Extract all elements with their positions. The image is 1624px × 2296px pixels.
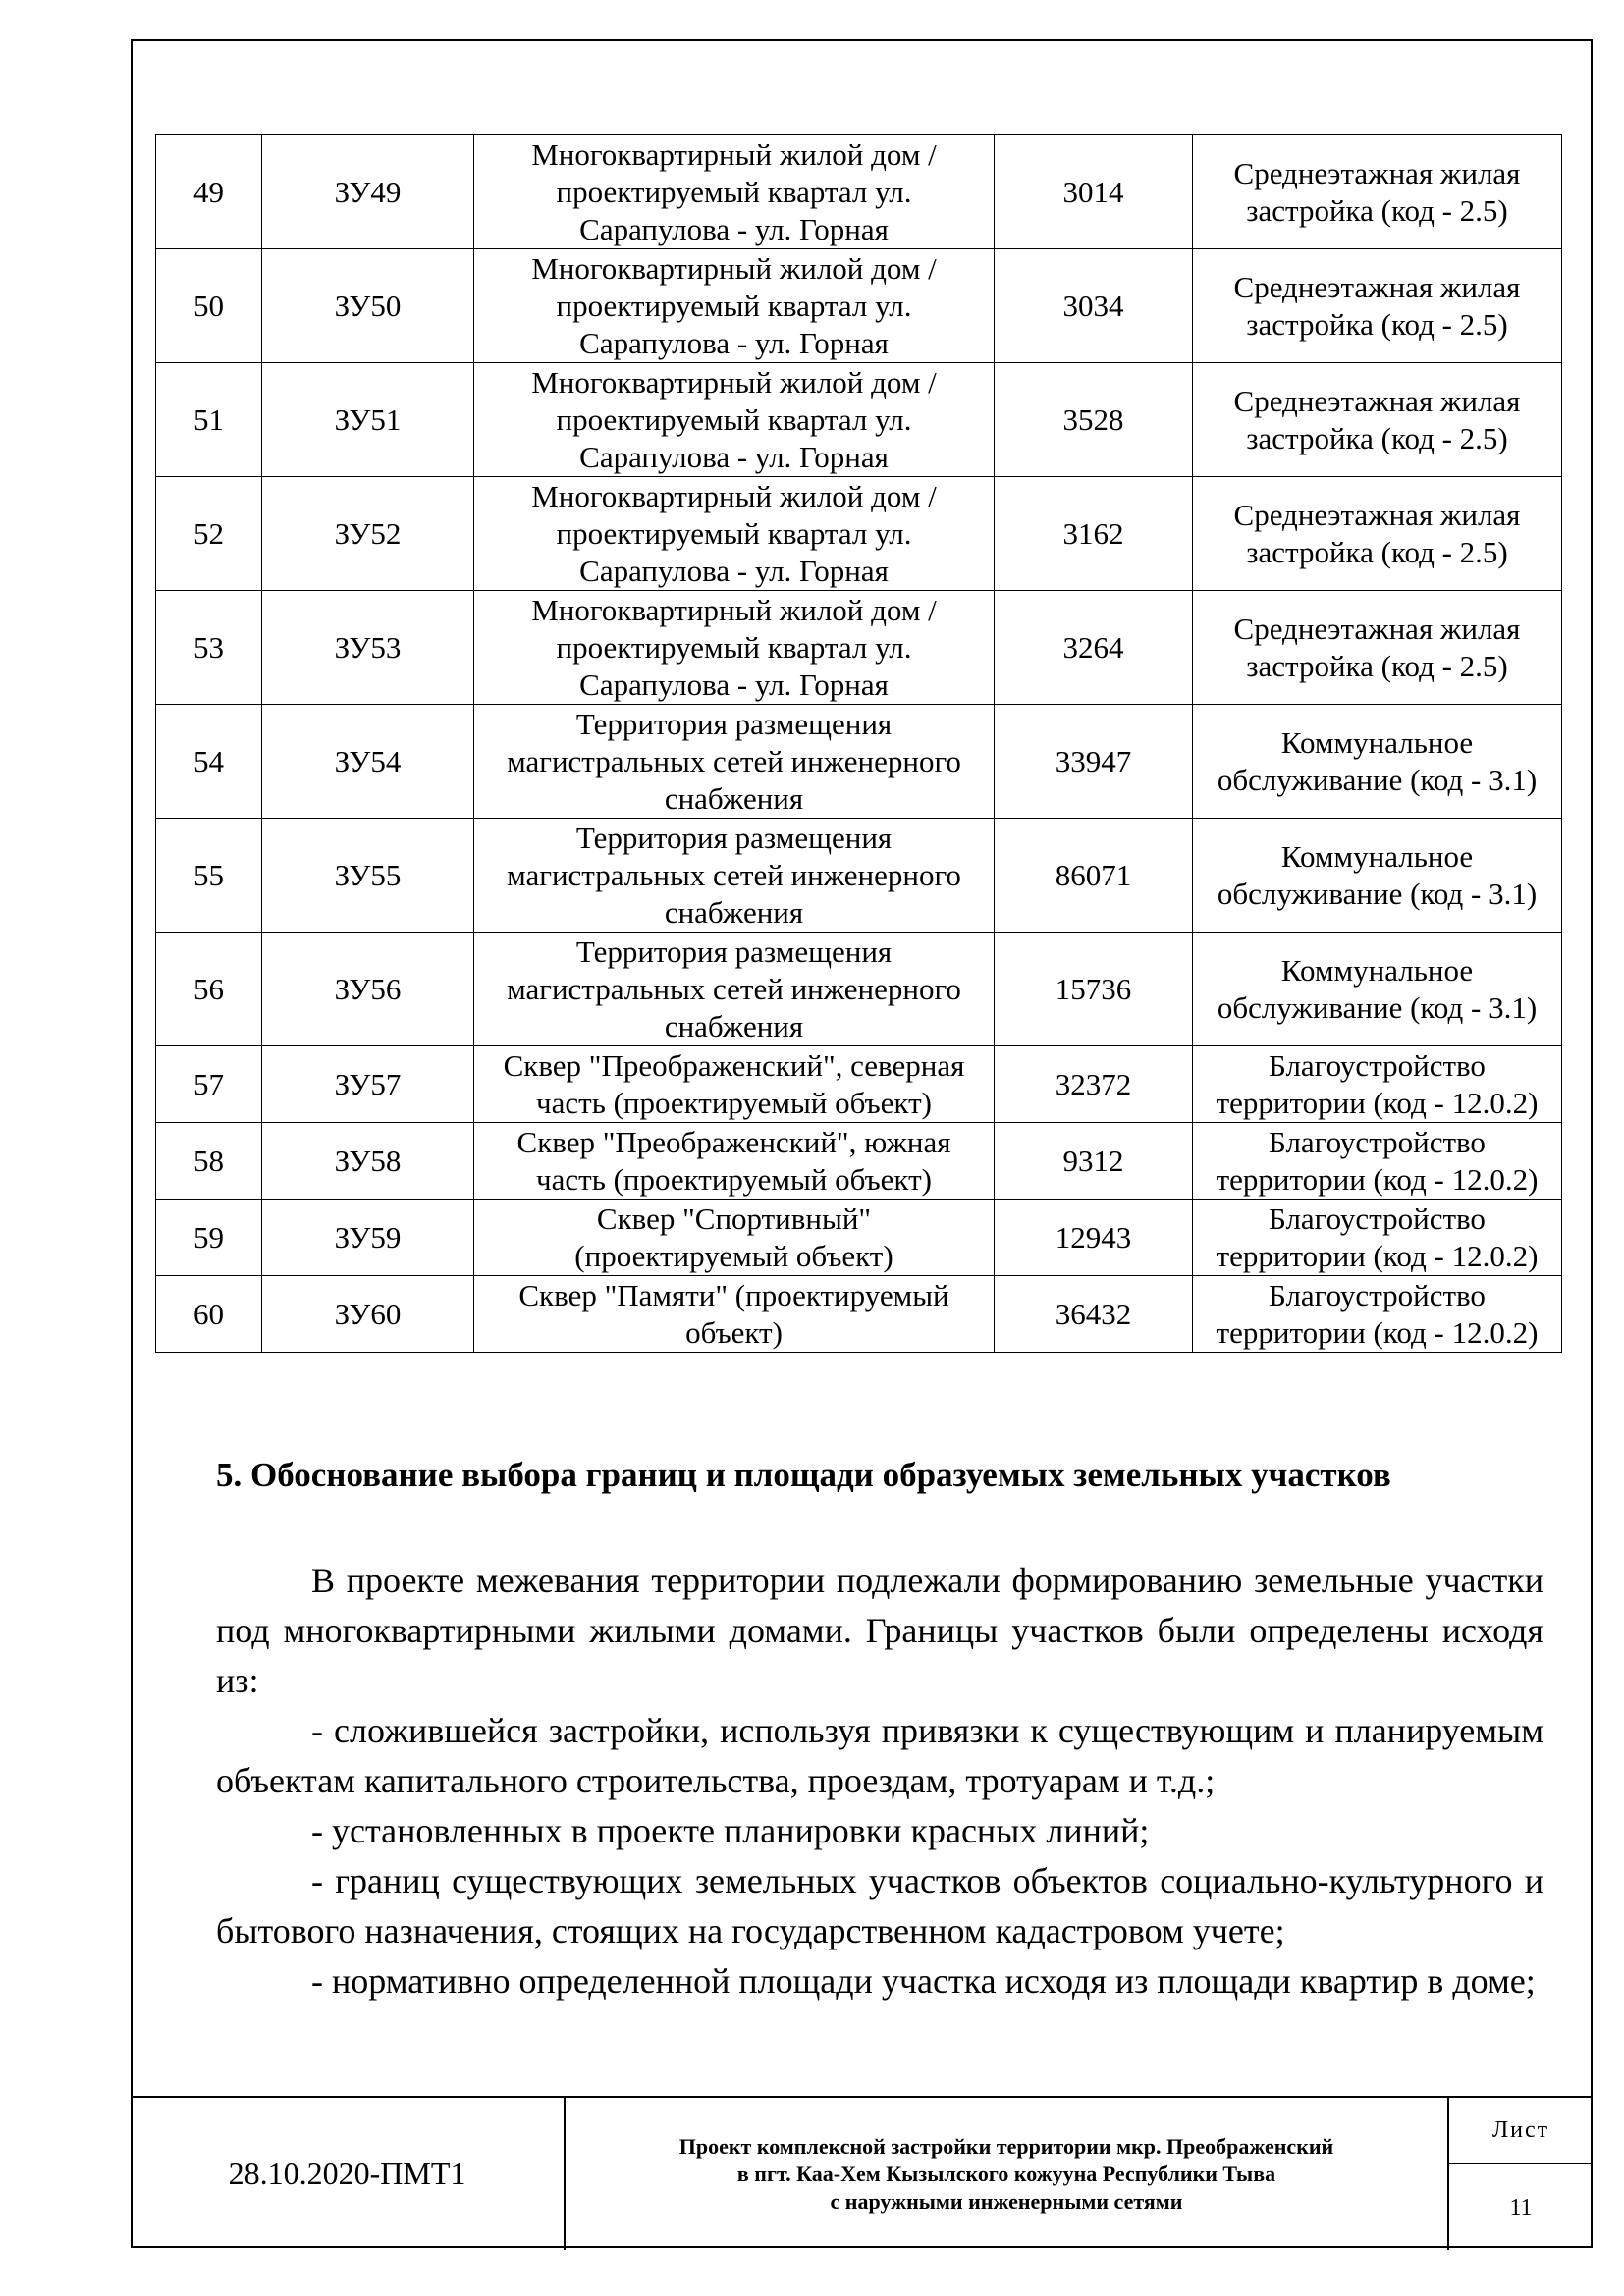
object-name-cell-line: Территория размещения: [575, 934, 893, 969]
permitted-use-cell-line: Среднеэтажная жилая: [1233, 611, 1521, 646]
object-name-cell-line: Сквер "Преображенский", южная: [516, 1124, 951, 1159]
object-name-cell-line: Сквер "Спортивный": [596, 1201, 872, 1236]
permitted-use-cell: [1193, 135, 1562, 249]
object-name-cell-line: магистральных сетей инженерного: [507, 971, 961, 1006]
object-name-cell-line: Сарапулова - ул. Горная: [579, 553, 889, 588]
object-name-cell-line: (проектируемый объект): [574, 1238, 893, 1273]
object-name-cell-line: Многоквартирный жилой дом /: [531, 478, 937, 513]
plot-code-cell: ЗУ55: [262, 819, 474, 933]
permitted-use-cell-line: Благоустройство: [1269, 1047, 1486, 1083]
table-row: [156, 705, 1562, 819]
object-name-cell: [474, 705, 995, 819]
object-name-cell-line: часть (проектируемый объект): [536, 1085, 932, 1120]
permitted-use-cell: [1193, 1046, 1562, 1123]
permitted-use-cell: [1193, 705, 1562, 819]
permitted-use-cell-line: застройка (код - 2.5): [1246, 648, 1508, 683]
table-row: [156, 1123, 1562, 1200]
plot-code-cell: ЗУ59: [262, 1200, 474, 1276]
area-cell: 3528: [995, 363, 1193, 477]
permitted-use-cell: [1193, 1276, 1562, 1353]
object-name-cell: [474, 1046, 995, 1123]
permitted-use-cell-line: застройка (код - 2.5): [1246, 192, 1508, 228]
permitted-use-cell-line: обслуживание (код - 3.1): [1217, 989, 1538, 1025]
document-code: 28.10.2020-ПМТ1: [131, 2098, 566, 2250]
paragraph: - нормативно определенной площади участка исходя из площади квартир в доме;: [311, 1961, 1536, 2001]
object-name-cell-line: Сквер "Памяти" (проектируемый: [518, 1277, 949, 1312]
permitted-use-cell-line: Благоустройство: [1269, 1201, 1486, 1236]
area-cell: 3014: [995, 135, 1193, 249]
object-name-cell: [474, 1123, 995, 1200]
table-row: [156, 819, 1562, 933]
plot-code-cell: ЗУ51: [262, 363, 474, 477]
object-name-cell-line: снабжения: [664, 894, 804, 930]
object-name-cell-line: магистральных сетей инженерного: [507, 743, 961, 778]
paragraph: - установленных в проекте планировки красных линий;: [311, 1811, 1150, 1850]
row-number-cell: 50: [156, 249, 262, 363]
object-name-cell-line: проектируемый квартал ул.: [556, 401, 912, 437]
plot-code-cell: ЗУ57: [262, 1046, 474, 1123]
table-row: [156, 1046, 1562, 1123]
row-number-cell: 52: [156, 477, 262, 591]
row-number-cell: 60: [156, 1276, 262, 1353]
object-name-cell: [474, 591, 995, 705]
table-row: [156, 591, 1562, 705]
object-name-cell-line: Многоквартирный жилой дом /: [531, 250, 937, 286]
object-name-cell-line: Сарапулова - ул. Горная: [579, 325, 889, 360]
row-number-cell: 59: [156, 1200, 262, 1276]
object-name-cell-line: Территория размещения: [575, 706, 893, 741]
area-cell: 12943: [995, 1200, 1193, 1276]
object-name-cell-line: Сарапулова - ул. Горная: [579, 211, 889, 246]
permitted-use-cell-line: территории (код - 12.0.2): [1216, 1161, 1539, 1197]
object-name-cell-line: Сарапулова - ул. Горная: [579, 667, 889, 702]
object-name-cell-line: Многоквартирный жилой дом /: [531, 364, 937, 400]
plot-code-cell: ЗУ50: [262, 249, 474, 363]
permitted-use-cell-line: застройка (код - 2.5): [1246, 534, 1508, 569]
section-heading: 5. Обоснование выбора границ и площади образуемых земельных участков: [216, 1456, 1391, 1494]
permitted-use-cell: [1193, 591, 1562, 705]
area-cell: 33947: [995, 705, 1193, 819]
project-title-line: Проект комплексной застройки территории мкр. Преображенский: [678, 2133, 1334, 2159]
permitted-use-cell-line: застройка (код - 2.5): [1246, 306, 1508, 342]
object-name-cell-line: часть (проектируемый объект): [536, 1161, 932, 1197]
object-name-cell: [474, 477, 995, 591]
object-name-cell: [474, 1276, 995, 1353]
object-name-cell-line: Территория размещения: [575, 820, 893, 855]
paragraph: - границ существующих земельных участков объектов социально-культурного и бытового назначения, стоящих на государственном кадастровом учете;: [216, 1861, 1543, 1950]
permitted-use-cell-line: Благоустройство: [1269, 1277, 1486, 1312]
object-name-cell: [474, 135, 995, 249]
row-number-cell: 54: [156, 705, 262, 819]
table-row: [156, 933, 1562, 1046]
section-body: [216, 1556, 1543, 2006]
area-cell: 15736: [995, 933, 1193, 1046]
area-cell: 9312: [995, 1123, 1193, 1200]
project-title: [566, 2098, 1449, 2250]
object-name-cell: [474, 363, 995, 477]
plot-code-cell: ЗУ54: [262, 705, 474, 819]
sheet-number: 11: [1509, 2195, 1533, 2220]
sheet-box: [1449, 2098, 1593, 2250]
object-name-cell: [474, 249, 995, 363]
object-name-cell-line: объект): [685, 1314, 783, 1350]
row-number-cell: 58: [156, 1123, 262, 1200]
permitted-use-cell-line: Среднеэтажная жилая: [1233, 383, 1521, 418]
row-number-cell: 56: [156, 933, 262, 1046]
permitted-use-cell: [1193, 477, 1562, 591]
table-row: [156, 363, 1562, 477]
title-block: [131, 2096, 1593, 2250]
object-name-cell-line: магистральных сетей инженерного: [507, 857, 961, 892]
permitted-use-cell-line: территории (код - 12.0.2): [1216, 1314, 1539, 1350]
object-name-cell: [474, 819, 995, 933]
plot-code-cell: ЗУ56: [262, 933, 474, 1046]
plot-code-cell: ЗУ49: [262, 135, 474, 249]
table-row: [156, 477, 1562, 591]
permitted-use-cell-line: застройка (код - 2.5): [1246, 420, 1508, 455]
permitted-use-cell: [1193, 1123, 1562, 1200]
paragraph: В проекте межевания территории подлежали формированию земельные участки под многоквартирными жилыми домами. Границы участков были определены исходя из:: [216, 1561, 1543, 1700]
row-number-cell: 49: [156, 135, 262, 249]
permitted-use-cell-line: обслуживание (код - 3.1): [1217, 876, 1538, 911]
plot-code-cell: ЗУ52: [262, 477, 474, 591]
permitted-use-cell: [1193, 933, 1562, 1046]
area-cell: 32372: [995, 1046, 1193, 1123]
object-name-cell: [474, 933, 995, 1046]
object-name-cell-line: проектируемый квартал ул.: [556, 288, 912, 323]
area-cell: 3162: [995, 477, 1193, 591]
sheet-label: Лист: [1449, 2098, 1593, 2164]
table-row: [156, 1276, 1562, 1353]
row-number-cell: 57: [156, 1046, 262, 1123]
permitted-use-cell-line: Среднеэтажная жилая: [1233, 269, 1521, 304]
permitted-use-cell: [1193, 363, 1562, 477]
area-cell: 3264: [995, 591, 1193, 705]
object-name-cell-line: проектируемый квартал ул.: [556, 174, 912, 209]
permitted-use-cell-line: Благоустройство: [1269, 1124, 1486, 1159]
permitted-use-cell-line: территории (код - 12.0.2): [1216, 1238, 1539, 1273]
land-plots-table: [155, 134, 1562, 1353]
permitted-use-cell-line: обслуживание (код - 3.1): [1217, 762, 1538, 797]
permitted-use-cell-line: Среднеэтажная жилая: [1233, 155, 1521, 190]
object-name-cell-line: Многоквартирный жилой дом /: [531, 592, 937, 627]
area-cell: 86071: [995, 819, 1193, 933]
row-number-cell: 53: [156, 591, 262, 705]
paragraph: - сложившейся застройки, используя привязки к существующим и планируемым объектам капитального строительства, проездам, тротуарам и т.д.;: [216, 1711, 1543, 1800]
permitted-use-cell-line: Коммунальное: [1280, 724, 1474, 760]
object-name-cell-line: Многоквартирный жилой дом /: [531, 136, 937, 172]
object-name-cell-line: Сарапулова - ул. Горная: [579, 439, 889, 474]
object-name-cell-line: снабжения: [664, 780, 804, 816]
project-title-line: с наружными инженерными сетями: [830, 2188, 1183, 2214]
row-number-cell: 51: [156, 363, 262, 477]
permitted-use-cell-line: Коммунальное: [1280, 838, 1474, 874]
row-number-cell: 55: [156, 819, 262, 933]
table-row: [156, 1200, 1562, 1276]
table-body: [156, 135, 1562, 1353]
table-row: [156, 249, 1562, 363]
object-name-cell-line: снабжения: [664, 1008, 804, 1043]
object-name-cell: [474, 1200, 995, 1276]
object-name-cell-line: проектируемый квартал ул.: [556, 515, 912, 551]
object-name-cell-line: проектируемый квартал ул.: [556, 629, 912, 665]
permitted-use-cell: [1193, 249, 1562, 363]
project-title-line: в пгт. Каа-Хем Кызылского кожууна Республики Тыва: [736, 2161, 1276, 2186]
permitted-use-cell: [1193, 819, 1562, 933]
plot-code-cell: ЗУ60: [262, 1276, 474, 1353]
permitted-use-cell-line: Коммунальное: [1280, 952, 1474, 988]
table-row: [156, 135, 1562, 249]
permitted-use-cell: [1193, 1200, 1562, 1276]
area-cell: 3034: [995, 249, 1193, 363]
permitted-use-cell-line: Среднеэтажная жилая: [1233, 497, 1521, 532]
area-cell: 36432: [995, 1276, 1193, 1353]
permitted-use-cell-line: территории (код - 12.0.2): [1216, 1085, 1539, 1120]
object-name-cell-line: Сквер "Преображенский", северная: [503, 1047, 965, 1083]
plot-code-cell: ЗУ58: [262, 1123, 474, 1200]
plot-code-cell: ЗУ53: [262, 591, 474, 705]
